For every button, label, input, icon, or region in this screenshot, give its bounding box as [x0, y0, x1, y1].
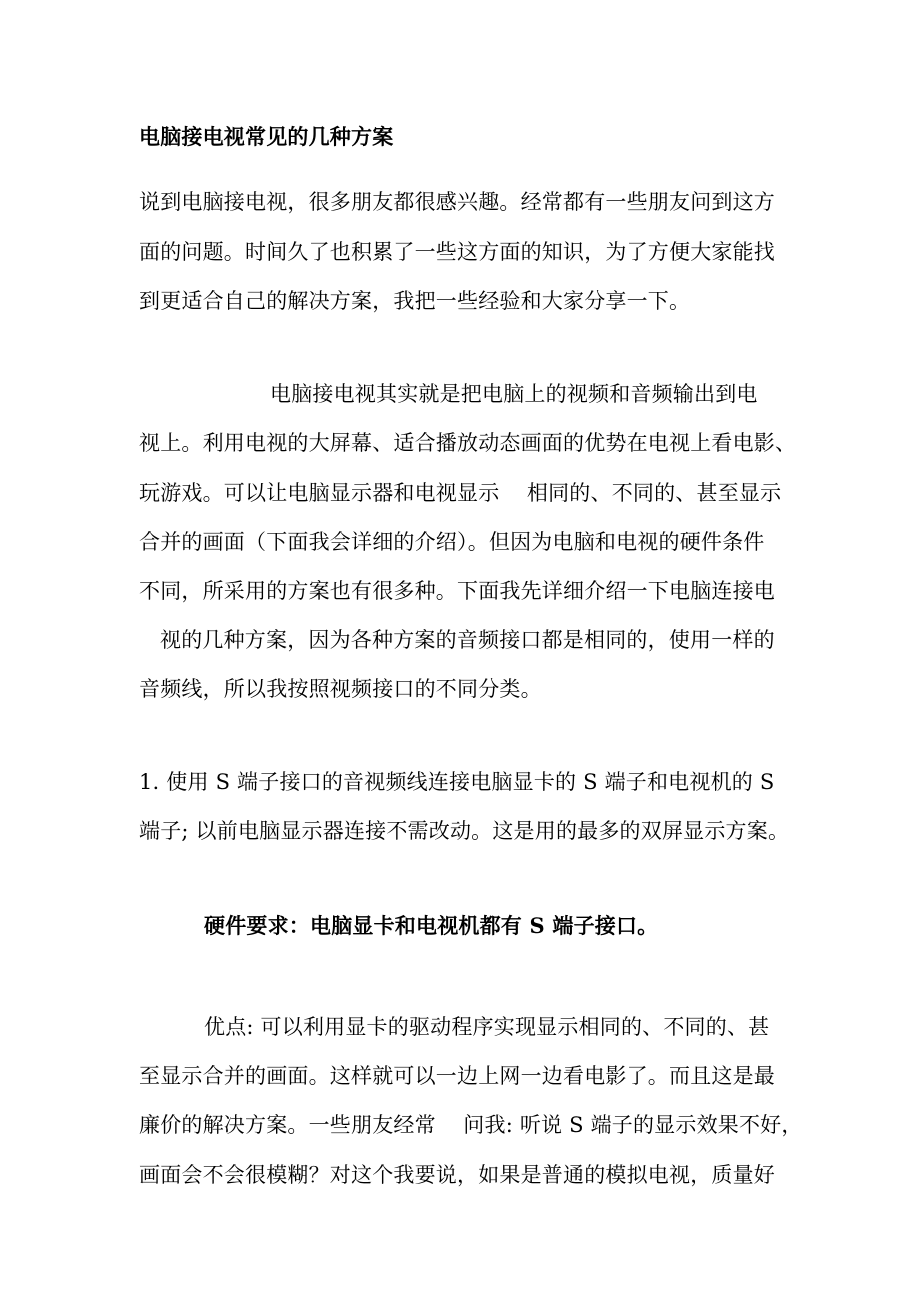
overview-line-2: 视上。利用电视的大屏幕、适合播放动态画面的优势在电视上看电影、 — [139, 431, 797, 455]
advantages-line-3: 廉价的解决方案。一些朋友经常 问我: 听说 S 端子的显示效果不好， — [139, 1113, 803, 1137]
intro-line-1: 说到电脑接电视，很多朋友都很感兴趣。经常都有一些朋友问到这方 — [139, 190, 775, 214]
overview-line-7: 音频线，所以我按照视频接口的不同分类。 — [139, 677, 542, 701]
intro-line-3: 到更适合自己的解决方案，我把一些经验和大家分享一下。 — [139, 289, 691, 313]
overview-line-6: 视的几种方案，因为各种方案的音频接口都是相同的，使用一样的 — [160, 628, 775, 652]
overview-line-3: 玩游戏。可以让电脑显示器和电视显示 相同的、不同的、甚至显示 — [139, 481, 782, 505]
advantages-line-1: 优点: 可以利用显卡的驱动程序实现显示相同的、不同的、甚 — [204, 1015, 770, 1039]
item-1-line-1: 1. 使用 S 端子接口的音视频线连接电脑显卡的 S 端子和电视机的 S — [139, 770, 775, 794]
document-title: 电脑接电视常见的几种方案 — [139, 124, 394, 149]
overview-line-4: 合并的画面（下面我会详细的介绍）。但因为电脑和电视的硬件条件 — [139, 530, 765, 554]
overview-line-5: 不同，所采用的方案也有很多种。下面我先详细介绍一下电脑连接电 — [139, 579, 775, 603]
item-1-line-2: 端子; 以前电脑显示器连接不需改动。这是用的最多的双屏显示方案。 — [139, 819, 790, 843]
overview-line-1: 电脑接电视其实就是把电脑上的视频和音频输出到电 — [270, 382, 758, 406]
hardware-requirement: 硬件要求：电脑显卡和电视机都有 S 端子接口。 — [204, 913, 659, 938]
intro-line-2: 面的问题。时间久了也积累了一些这方面的知识，为了方便大家能找 — [139, 240, 775, 264]
advantages-line-2: 至显示合并的画面。这样就可以一边上网一边看电影了。而且这是最 — [139, 1064, 775, 1088]
advantages-line-4: 画面会不会很模糊？对这个我要说，如果是普通的模拟电视，质量好 — [139, 1163, 775, 1187]
